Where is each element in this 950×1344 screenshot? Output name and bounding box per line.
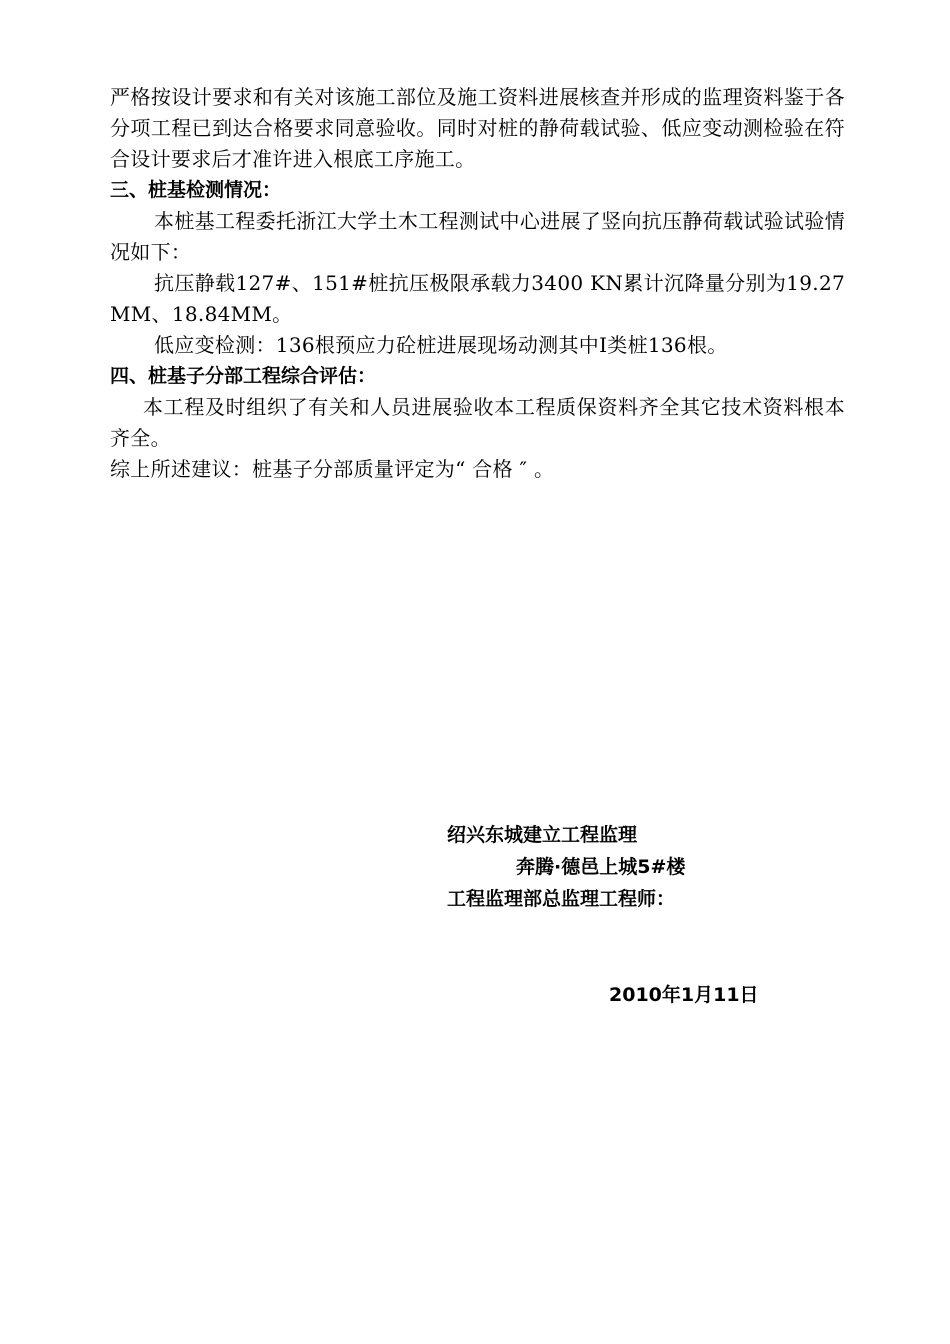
document-body <box>110 82 845 485</box>
section-3-heading: 三、桩基检测情况： <box>110 179 282 201</box>
conclusion-paragraph: 综上所述建议：桩基子分部质量评定为“ 合格 ″ 。 <box>110 457 555 481</box>
section-4-heading: 四、桩基子分部工程综合评估： <box>110 365 377 387</box>
section-4-paragraph-1: 本工程及时组织了有关和人员进展验收本工程质保资料齐全其它技术资料根本齐全。 <box>110 395 845 450</box>
signature-date: 2010年1月11日 <box>609 984 759 1006</box>
signature-project: 奔腾·德邑上城5#楼 <box>516 856 686 878</box>
signature-organization: 绍兴东城建立工程监理 <box>447 824 638 846</box>
signature-role: 工程监理部总监理工程师： <box>447 888 676 910</box>
intro-continuation-paragraph: 严格按设计要求和有关对该施工部位及施工资料进展核查并形成的监理资料鉴于各分项工程已到达合格要求同意验收。同时对桩的静荷载试验、低应变动测检验在符合设计要求后才准许进入根底工序施工。 <box>110 85 845 171</box>
section-3-paragraph-3: 低应变检测：136根预应力砼桩进展现场动测其中Ⅰ类桩136根。 <box>154 333 728 357</box>
section-3-paragraph-1: 本桩基工程委托浙江大学土木工程测试中心进展了竖向抗压静荷载试验试验情况如下： <box>110 209 845 264</box>
section-3-paragraph-2: 抗压静载127#、151#桩抗压极限承载力3400 KN累计沉降量分别为19.27MM、18.84MM。 <box>110 271 845 326</box>
